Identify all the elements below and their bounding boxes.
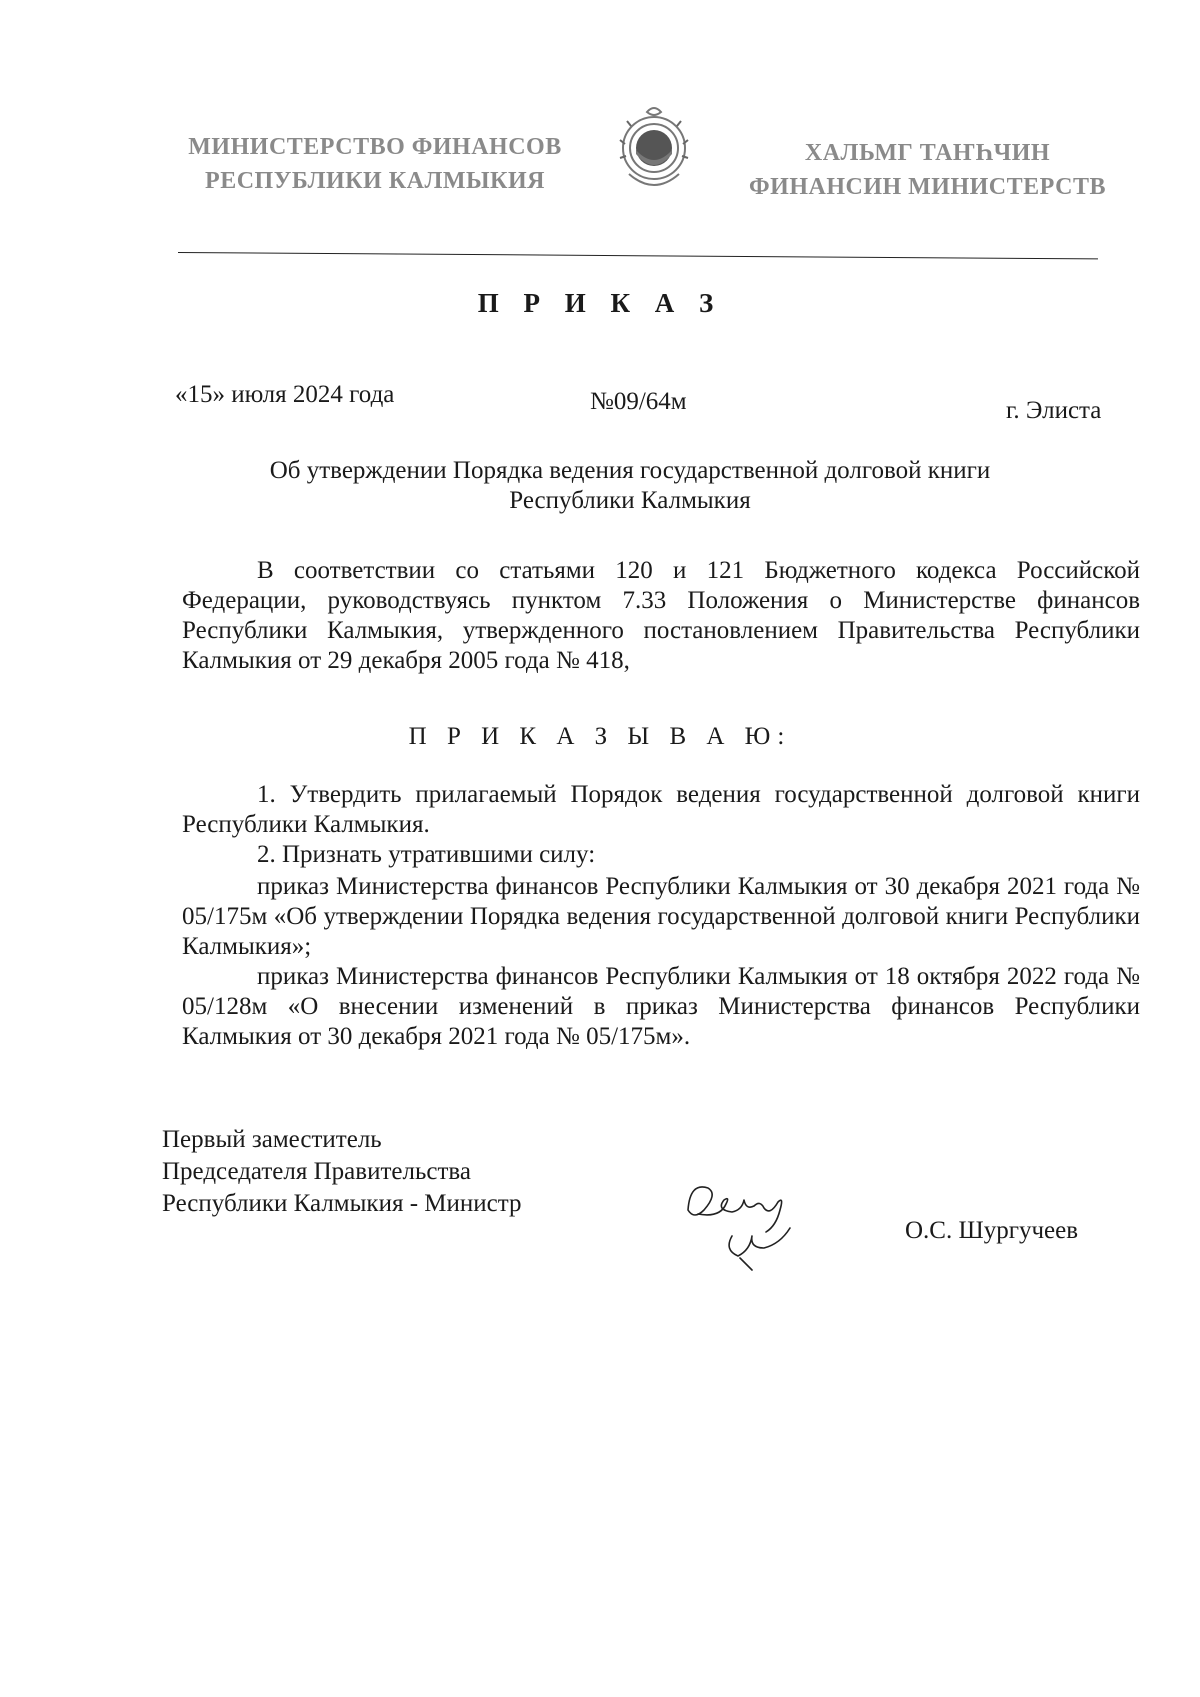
ministry-name-kalmyk-line-2: ФИНАНСИН МИНИСТЕРСТВ [749,174,1106,200]
ministry-name-russian [175,130,575,198]
repealed-order-1: приказ Министерства финансов Республики Калмыкия от 30 декабря 2021 года № 05/175м «Об утверждении Порядка ведения государственной долговой книги Республики Калмыкия»; [182,873,1140,960]
order-item-1: 1. Утвердить прилагаемый Порядок ведения государственной долговой книги Республики Калмыкия. [182,781,1140,838]
order-city: г. Элиста [1006,397,1102,424]
order-subject [180,456,1080,516]
signatory-position-line-2: Председателя Правительства [162,1158,471,1185]
order-number: №09/64м [590,388,687,415]
signatory-position [162,1124,521,1220]
order-date: «15» июля 2024 года [175,381,395,408]
order-subject-line-2: Республики Калмыкия [509,487,751,514]
signatory-position-line-3: Республики Калмыкия - Министр [162,1190,522,1217]
repealed-order-2: приказ Министерства финансов Республики Калмыкия от 18 октября 2022 года № 05/128м «О внесении изменений в приказ Министерства финансов Республики Калмыкия от 30 декабря 2021 года № 05/175м». [182,963,1140,1050]
handwritten-signature-icon [680,1170,820,1280]
signatory-position-line-1: Первый заместитель [162,1126,382,1153]
preamble-paragraph: В соответствии со статьями 120 и 121 Бюджетного кодекса Российской Федерации, руководствуясь пунктом 7.33 Положения о Министерстве финансов Республики Калмыкия, утвержденного постановлением Правительства Республики Калмыкия от 29 декабря 2005 года № 418, [182,557,1140,674]
order-directive: П Р И К А З Ы В А Ю: [408,723,792,750]
ministry-name-kalmyk [740,136,1115,204]
document-title: П Р И К А З [477,288,723,318]
header-rule [178,252,1098,259]
ministry-name-russian-line-2: РЕСПУБЛИКИ КАЛМЫКИЯ [205,168,545,194]
ministry-name-russian-line-1: МИНИСТЕРСТВО ФИНАНСОВ [188,134,562,160]
emblem-icon [617,104,691,198]
order-subject-line-1: Об утверждении Порядка ведения государственной долговой книги [269,457,991,484]
order-item-2: 2. Признать утратившими силу: [257,841,596,868]
ministry-name-kalmyk-line-1: ХАЛЬМГ ТАҤҺЧИН [804,140,1051,166]
signatory-name: О.С. Шургучеев [905,1217,1079,1244]
